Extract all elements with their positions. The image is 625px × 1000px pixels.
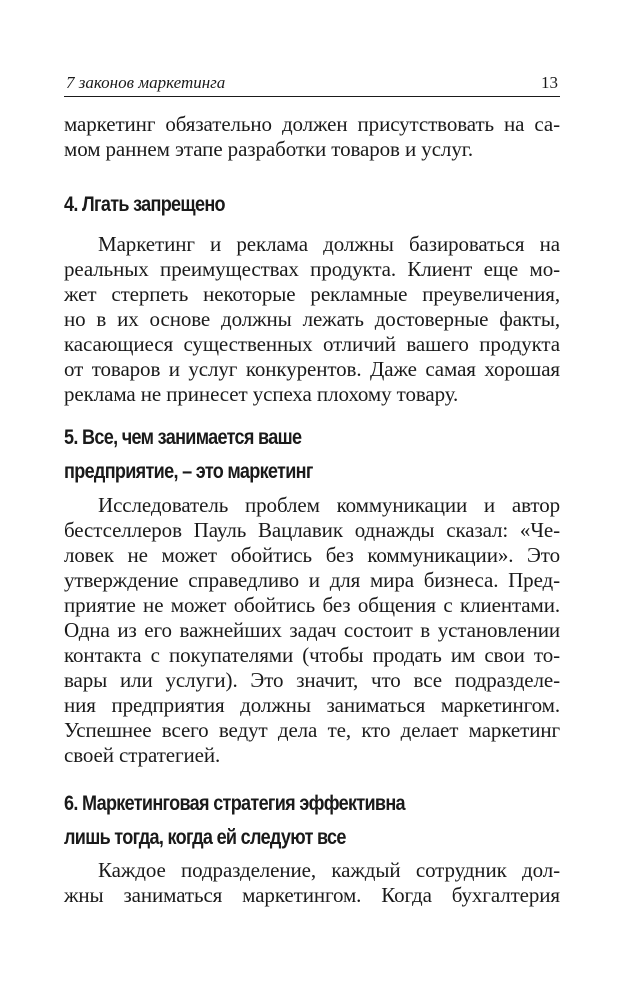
text-line: жны заниматься маркетингом. Когда бухгалтерия [64,883,560,907]
text-line: приятие не может обойтись без общения с клиентами. [64,593,560,617]
section-6-body [64,858,560,908]
intro-paragraph [64,112,560,162]
page-number: 13 [541,73,558,92]
text-line: Исследователь проблем коммуникации и автор [98,493,560,517]
text-line: Одна из его важнейших задач состоит в установлении [64,618,560,642]
text-line: Успешнее всего ведут дела те, кто делает маркетинг [64,718,560,742]
text-line: маркетинг обязательно должен присутствовать на са- [64,112,560,136]
text-line: реклама не принесет успеха плохому товару. [64,382,459,406]
text-line: вары или услуги). Это значит, что все подразделе- [64,668,560,692]
text-line: мом раннем этапе разработки товаров и услуг. [64,137,474,161]
section-4-body [64,232,560,407]
text-line: ния предприятия должны заниматься маркетингом. [64,693,560,717]
section-heading: 4. Лгать запрещено [64,193,225,216]
section-heading-line: лишь тогда, когда ей следуют все [64,826,346,849]
text-line: от товаров и услуг конкурентов. Даже самая хорошая [64,357,560,381]
section-4 [64,191,560,219]
section-6 [64,790,560,852]
section-heading-line: 5. Все, чем занимается ваше [64,426,302,449]
section-5-body [64,493,560,768]
section-heading-line: предприятие, – это маркетинг [64,460,313,483]
text-line: бестселлеров Пауль Вацлавик однажды сказал: «Че- [64,518,560,542]
text-line: касающиеся существенных отличий вашего продукта [64,332,560,356]
section-5 [64,424,560,486]
running-head-title: 7 законов маркетинга [66,73,226,92]
text-line: но в их основе должны лежать достоверные факты, [64,307,560,331]
text-line: Маркетинг и реклама должны базироваться на [98,232,560,256]
text-line: утверждение справедливо и для мира бизнеса. Пред- [64,568,560,592]
text-line: реальных преимуществах продукта. Клиент еще мо- [64,257,560,281]
text-line: Каждое подразделение, каждый сотрудник дол- [98,858,560,882]
text-line: контакта с покупателями (чтобы продать им свои то- [64,643,560,667]
text-line: ловек не может обойтись без коммуникации». Это [64,543,560,567]
text-line: жет стерпеть некоторые рекламные преувеличения, [64,282,560,306]
text-line: своей стратегией. [64,743,221,767]
section-heading-line: 6. Маркетинговая стратегия эффективна [64,792,405,815]
running-head [64,72,560,97]
